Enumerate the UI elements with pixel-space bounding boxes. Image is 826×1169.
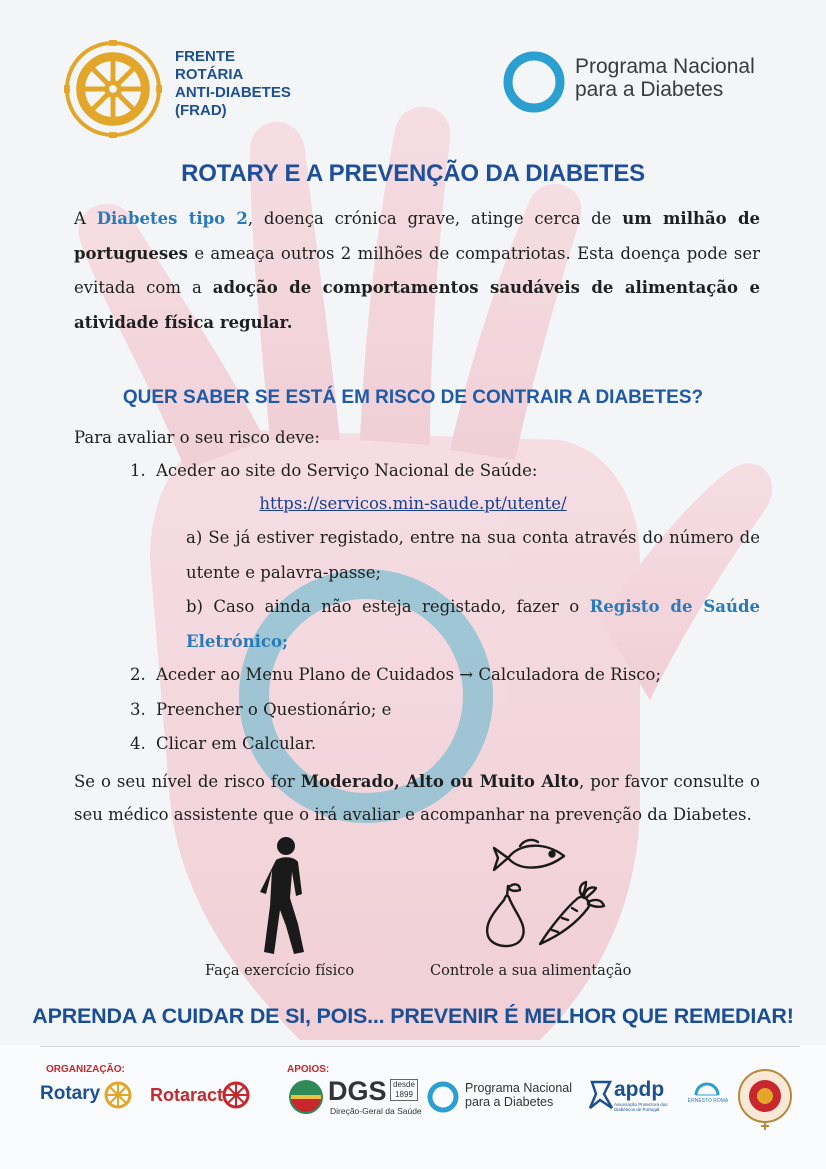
rotary-international-wheel-logo [64, 40, 162, 138]
step-3 [130, 700, 391, 719]
organization-label: ORGANIZAÇÃO: [46, 1064, 125, 1075]
assess-intro: Para avaliar o seu risco deve: [74, 428, 320, 447]
support-label: APOIOS: [287, 1064, 330, 1075]
healthy-food-icon [480, 832, 610, 956]
intro-paragraph: A Diabetes tipo 2, doença crónica grave, atinge cerca de um milhão de portugueses e ameaça outros 2 milhões de compatriotas. Esta doença pode ser evitada com a adoção de comportamentos saudáveis de alimentação e atividade física regular. [74, 209, 761, 332]
dgs-year: 1899 [395, 1090, 413, 1099]
step-1 [130, 461, 537, 480]
step-text: Clicar em Calcular. [156, 734, 317, 753]
step-number: 2. [130, 665, 146, 684]
risk-levels-bold: Moderado, Alto ou Muito Alto [300, 772, 580, 791]
slogan: APRENDA A CUIDAR DE SI, POIS... PREVENIR É MELHOR QUE REMEDIAR! [32, 1004, 794, 1028]
dgs-wordmark: DGS [328, 1076, 387, 1106]
frad-line: ANTI-DIABETES [175, 84, 291, 101]
diabetes-type-2-highlight: Diabetes tipo 2 [96, 209, 248, 228]
step-2 [130, 665, 661, 684]
step-number: 3. [130, 700, 146, 719]
pnd-line: Programa Nacional [575, 55, 755, 78]
pnd-name [575, 55, 755, 101]
frad-line: (FRAD) [175, 102, 227, 119]
anatre-seal-icon [737, 1068, 793, 1132]
dgs-emblem-icon [287, 1078, 325, 1116]
dgs-since-box [390, 1079, 418, 1101]
rotary-wordmark: Rotary [40, 1083, 101, 1104]
registo-saude-eletronico-link[interactable]: Registo de Saúde Eletrónico; [186, 597, 760, 651]
frad-line: FRENTE [175, 48, 235, 65]
caption-exercise: Faça exercício físico [205, 963, 355, 979]
step-number: 4. [130, 734, 146, 753]
pnd-ring-small-icon [426, 1080, 460, 1114]
risk-paragraph: Se o seu nível de risco for Moderado, Alto ou Muito Alto, por favor consulte o seu médico assistente que o irá avaliar e acompanhar na prevenção da Diabetes. [74, 772, 760, 824]
pnd-footer-name [465, 1081, 572, 1109]
step-text: Aceder ao Menu Plano de Cuidados → Calculadora de Risco; [156, 665, 662, 684]
million-portuguese-bold: um milhão de portugueses [74, 209, 760, 263]
step-1a: a) Se já estiver registado, entre na sua conta através do número de utente e palavra-passe; [186, 528, 760, 582]
step-text: Aceder ao site do Serviço Nacional de Saúde: [156, 461, 538, 480]
rotaract-wheel-small-icon [222, 1081, 250, 1109]
sns-utente-link[interactable]: https://servicos.min-saude.pt/utente/ [259, 494, 567, 513]
healthy-behaviours-bold: adoção de comportamentos saudáveis de alimentação e atividade física regular. [74, 278, 761, 332]
step-1b: b) Caso ainda não esteja registado, fazer o Registo de Saúde Eletrónico; [186, 597, 760, 651]
footer-divider [40, 1046, 800, 1047]
pnd-footer-line: para a Diabetes [465, 1095, 554, 1109]
rotary-wheel-small-icon [104, 1081, 132, 1109]
caption-food: Controle a sua alimentação [430, 963, 632, 979]
pnd-ring-logo [502, 50, 566, 114]
ernesto-roma-logo-icon [690, 1080, 724, 1110]
step-text: Preencher o Questionário; e [156, 700, 392, 719]
apdp-subtitle: Associação Protectora dos Diabéticos de Portugal [614, 1102, 668, 1112]
step-4 [130, 734, 316, 753]
step-number: 1. [130, 461, 146, 480]
pnd-footer-line: Programa Nacional [465, 1081, 572, 1095]
frad-name [175, 48, 291, 120]
rotaract-wordmark: Rotaract [150, 1085, 224, 1105]
page-title: ROTARY E A PREVENÇÃO DA DIABETES [181, 160, 645, 187]
frad-line: ROTÁRIA [175, 66, 244, 83]
section-question: QUER SABER SE ESTÁ EM RISCO DE CONTRAIR A DIABETES? [122, 387, 704, 408]
apdp-wordmark: apdp [614, 1078, 665, 1101]
walking-person-icon [246, 836, 322, 956]
pnd-line: para a Diabetes [575, 78, 724, 101]
apdp-figure-icon [586, 1078, 616, 1112]
dgs-subtitle: Direção-Geral da Saúde [330, 1106, 422, 1116]
ernesto-roma-wordmark: ERNESTO ROMA [687, 1098, 729, 1104]
dgs-since: desde [393, 1080, 415, 1089]
